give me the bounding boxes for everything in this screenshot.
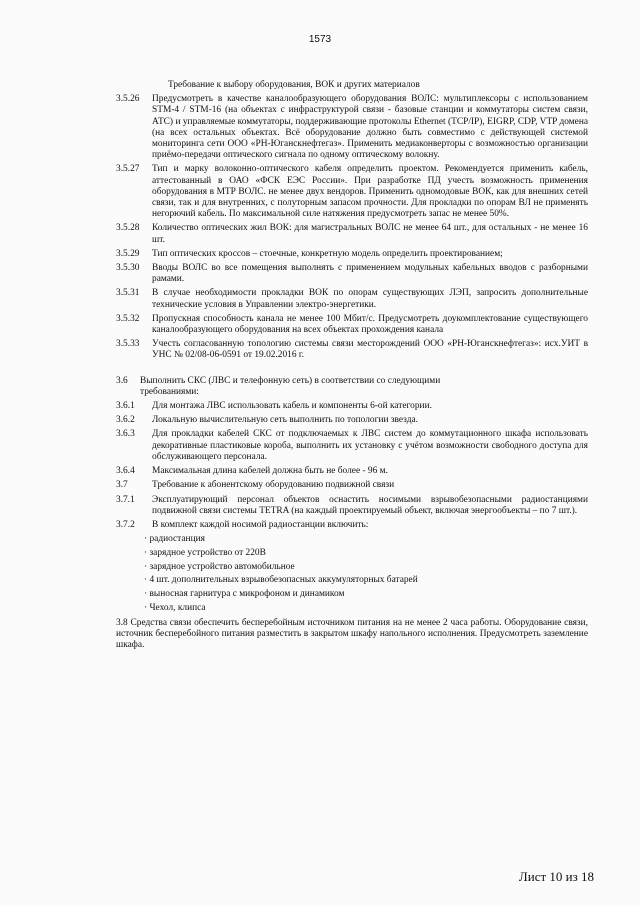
list-item [116,415,588,426]
list-item [116,480,588,491]
list-item [116,223,588,245]
requirements-list-3-6 [116,401,588,531]
list-item [116,401,588,412]
section-number: 3.6 [116,375,128,386]
bullet-item: · Чехол, клипса [144,603,588,614]
document-body [116,80,588,651]
item-number: 3.7.1 [116,494,135,505]
item-text: Количество оптических жил ВОК: для магистральных ВОЛС не менее 64 шт., для остальных - не менее 16 шт. [152,223,588,245]
item-number: 3.5.26 [116,94,140,105]
bullet-item: · радиостанция [144,534,588,545]
list-item [116,249,588,260]
item-number: 3.5.33 [116,339,140,350]
item-text: Предусмотреть в качестве каналообразующего оборудования ВОЛС: мультиплексоры с использованием STM-4 / STM-16 (на объектах с инфраструктурой связи - базовые станции и коммутаторы систем связи, АТС) и управляемые коммутаторы, поддерживающие протоколы Ethernet (TCP/IP), EIGRP, CDP, VTP домена (на всех остальных объектах. Всё оборудование должно быть совместимо с действующей системой мониторинга сети ООО «РН-Юганскнефтегаз». Применить медиаконверторы с возможностью организации приёмо-передачи оптического сигнала по одному оптическому волокну. [152,94,588,161]
item-text: Учесть согласованную топологию системы связи месторождений ООО «РН-Юганскнефтегаз»: исх.УИТ в УНС № 02/08-06-0591 от 19.02.2016 г. [152,339,588,361]
paragraph-3-8: 3.8 Средства связи обеспечить бесперебойным источником питания на не менее 2 часа работы. Оборудование связи, источник бесперебойного питания разместить в закрытом шкафу напольного исполнения. Предусмотреть заземление шкафа. [116,617,588,651]
item-number: 3.6.3 [116,429,135,440]
requirements-list [116,94,588,361]
section-lead-text: Выполнить СКС (ЛВС и телефонную сеть) в соответствии со следующими [140,375,441,386]
list-item [116,520,588,531]
list-item [116,288,588,310]
list-item [116,429,588,463]
item-text: Тип оптических кроссов – стоечные, конкретную модель определить проектированием; [152,248,503,259]
item-text: Локальную вычислительную сеть выполнить по топологии звезда. [152,415,418,426]
bullet-item: · зарядное устройство от 220В [144,548,588,559]
item-number: 3.6.1 [116,401,135,412]
item-text: Вводы ВОЛС во все помещения выполнять с применением модульных кабельных вводов с разборными рамами. [152,263,588,285]
section-lead-continuation: требованиями: [140,386,199,397]
bullet-item: · 4 шт. дополнительных взрывобезопасных аккумуляторных батарей [144,575,588,586]
item-number: 3.6.4 [116,466,135,477]
list-item [116,314,588,336]
list-item [116,164,588,220]
item-number: 3.5.28 [116,223,140,234]
radio-kit-list [144,534,588,614]
item-text: Тип и марку волоконно-оптического кабеля определить проектом. Рекомендуется применить кабель, аттестованный в ОАО «ФСК ЕЭС России». При разработке ПД учесть возможность применения оборудования в МТР ВОЛС. не менее двух вендоров. Применить одномодовые ВОК, как для внешних сетей связи, так и для внутренних, с полуторным запасом прочности. Для прокладки по опорам ВЛ не применять негорючий кабель. По максимальной силе натяжения предусмотреть запас не менее 50%. [152,164,588,220]
section-3-6 [116,376,588,398]
list-item [116,466,588,477]
page-number: 1573 [308,34,332,45]
item-text: Пропускная способность канала не менее 100 Мбит/с. Предусмотреть доукомплектование существующего каналообразующего оборудования на всех объектах прохождения канала [152,313,588,336]
item-text: Для прокладки кабелей СКС от подключаемых к ЛВС систем до коммутационного шкафа использовать декоративные пластиковые короба, выполнить их установку с учётом возможности свободного доступа для обслуживающего персонала. [152,429,588,462]
list-item [116,339,588,361]
list-item [116,263,588,285]
item-number: 3.5.31 [116,288,140,299]
bullet-item: · выносная гарнитура с микрофоном и динамиком [144,589,588,600]
item-text: Требование к абонентскому оборудованию подвижной связи [152,480,395,491]
item-text: В комплект каждой носимой радиостанции включить: [152,519,369,530]
section-heading: Требование к выбору оборудования, ВОК и других материалов [168,80,420,90]
item-number: 3.5.30 [116,263,140,274]
item-text: Эксплуатирующий персонал объектов оснастить носимыми взрывобезопасными радиостанциями подвижной связи системы TETRA (на каждый проектируемый объект, включая энергообъекты – по 7 шт.). [152,494,588,516]
list-item [116,94,588,161]
item-number: 3.5.29 [116,248,140,259]
item-text: Для монтажа ЛВС использовать кабель и компоненты 6-ой категории. [152,401,432,412]
item-number: 3.5.32 [116,313,140,324]
sheet-counter: Лист 10 из 18 [518,869,594,884]
item-text: В случае необходимости прокладки ВОК по опорам существующих ЛЭП, запросить дополнительные технические условия в Управлении электро-энергетики. [152,288,588,310]
item-text: Максимальная длина кабелей должна быть не более - 96 м. [152,466,388,477]
item-number: 3.6.2 [116,415,135,426]
item-number: 3.7 [116,480,128,491]
bullet-item: · зарядное устройство автомобильное [144,562,588,573]
item-number: 3.7.2 [116,519,135,530]
item-number: 3.5.27 [116,164,140,175]
list-item [116,495,588,517]
